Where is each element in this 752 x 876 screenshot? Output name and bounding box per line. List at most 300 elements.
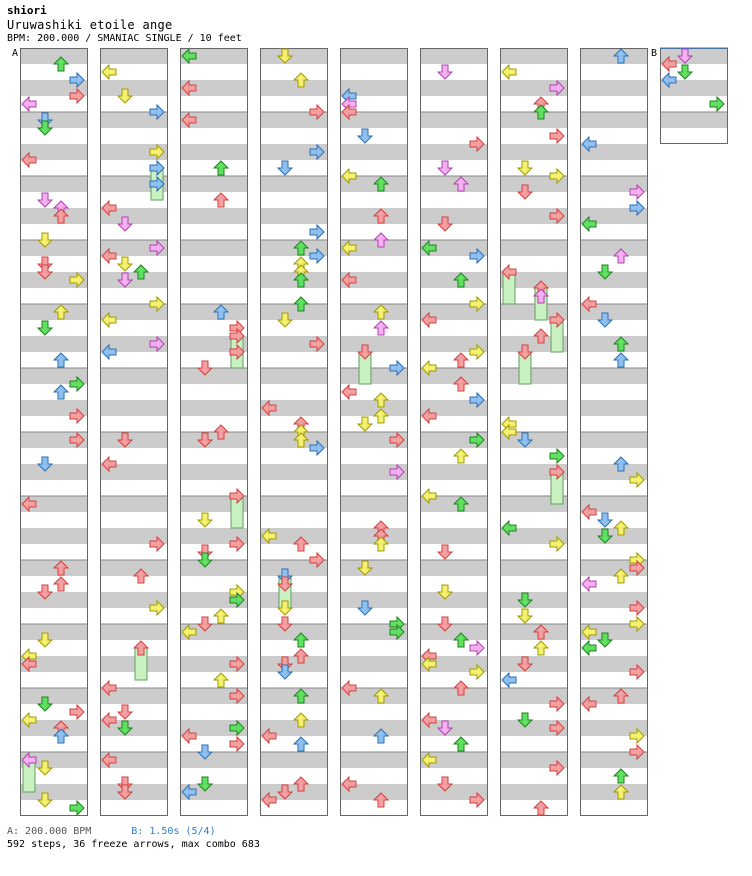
right-arrow [550,209,564,223]
left-arrow [422,361,436,375]
left-arrow [582,577,596,591]
down-arrow [438,65,452,79]
chart-column-7 [500,48,568,816]
up-arrow [454,497,468,511]
left-arrow [102,457,116,471]
right-arrow [70,801,84,815]
up-arrow [294,417,308,431]
left-arrow [182,785,196,799]
freeze-arrow [551,472,563,504]
left-arrow [22,649,36,663]
left-arrow [582,137,596,151]
left-arrow [102,713,116,727]
right-arrow [470,665,484,679]
down-arrow [438,545,452,559]
down-arrow [198,513,212,527]
down-arrow [438,721,452,735]
right-arrow [310,441,324,455]
down-arrow [38,321,52,335]
down-arrow [118,705,132,719]
up-arrow [614,785,628,799]
left-arrow [342,273,356,287]
up-arrow [54,385,68,399]
right-arrow [230,593,244,607]
freeze-arrow [551,320,563,352]
right-arrow [310,225,324,239]
down-arrow [278,785,292,799]
up-arrow [614,249,628,263]
left-arrow [502,673,516,687]
down-arrow [118,257,132,271]
left-arrow [262,401,276,415]
freeze-arrow [359,352,371,384]
right-arrow [310,553,324,567]
down-arrow [118,217,132,231]
down-arrow [518,609,532,623]
down-arrow [198,617,212,631]
left-arrow [502,265,516,279]
left-arrow [422,713,436,727]
freeze-arrow [503,272,515,304]
freeze-arrow [519,352,531,384]
left-arrow [342,385,356,399]
left-arrow [582,297,596,311]
marker-b: B [651,48,658,59]
author-name: shiori [7,4,47,17]
down-arrow [438,617,452,631]
chart-column-9 [660,48,728,144]
down-arrow [38,457,52,471]
up-arrow [534,97,548,111]
up-arrow [54,353,68,367]
up-arrow [294,297,308,311]
down-arrow [38,257,52,271]
right-arrow [230,537,244,551]
left-arrow [22,713,36,727]
left-arrow [342,777,356,791]
right-arrow [630,201,644,215]
up-arrow [214,425,228,439]
left-arrow [582,625,596,639]
left-arrow [22,97,36,111]
right-arrow [630,185,644,199]
up-arrow [454,633,468,647]
left-arrow [422,313,436,327]
left-arrow [102,681,116,695]
up-arrow [294,777,308,791]
up-arrow [54,721,68,735]
right-arrow [470,793,484,807]
right-arrow [470,641,484,655]
right-arrow [230,329,244,343]
right-arrow [70,377,84,391]
up-arrow [294,433,308,447]
up-arrow [614,49,628,63]
marker-a: A [12,48,19,59]
right-arrow [630,745,644,759]
right-arrow [150,145,164,159]
up-arrow [54,561,68,575]
chart-stats: 592 steps, 36 freeze arrows, max combo 683 [7,839,260,850]
down-arrow [598,529,612,543]
left-arrow [102,313,116,327]
up-arrow [134,569,148,583]
up-arrow [214,193,228,207]
right-arrow [550,721,564,735]
chart-column-6 [420,48,488,816]
up-arrow [294,425,308,439]
up-arrow [294,633,308,647]
down-arrow [198,553,212,567]
right-arrow [230,489,244,503]
right-arrow [550,537,564,551]
chart-column-2 [100,48,168,816]
down-arrow [358,601,372,615]
bpm-legend [7,825,747,838]
freeze-arrow [231,336,243,368]
up-arrow [294,737,308,751]
left-arrow [182,625,196,639]
left-arrow [422,409,436,423]
freeze-arrow [535,288,547,320]
down-arrow [118,433,132,447]
down-arrow [278,313,292,327]
up-arrow [614,457,628,471]
up-arrow [374,233,388,247]
up-arrow [294,273,308,287]
right-arrow [230,345,244,359]
down-arrow [358,129,372,143]
right-arrow [150,537,164,551]
right-arrow [550,129,564,143]
down-arrow [38,193,52,207]
down-arrow [38,121,52,135]
right-arrow [470,345,484,359]
down-arrow [38,633,52,647]
right-arrow [550,449,564,463]
up-arrow [294,537,308,551]
up-arrow [294,649,308,663]
up-arrow [614,353,628,367]
right-arrow [150,601,164,615]
down-arrow [678,49,692,63]
down-arrow [358,345,372,359]
left-arrow [502,65,516,79]
down-arrow [518,433,532,447]
right-arrow [70,73,84,87]
right-arrow [230,321,244,335]
up-arrow [614,689,628,703]
up-arrow [374,689,388,703]
right-arrow [550,313,564,327]
right-arrow [630,617,644,631]
up-arrow [54,305,68,319]
right-arrow [70,433,84,447]
down-arrow [38,793,52,807]
right-arrow [310,105,324,119]
up-arrow [294,73,308,87]
left-arrow [422,489,436,503]
chart-column-5 [340,48,408,816]
down-arrow [518,657,532,671]
right-arrow [390,361,404,375]
up-arrow [374,521,388,535]
right-arrow [70,89,84,103]
up-arrow [534,329,548,343]
stop-value: B: 1.50s (5/4) [131,826,216,837]
up-arrow [54,209,68,223]
down-arrow [198,361,212,375]
right-arrow [710,97,724,111]
up-arrow [614,521,628,535]
down-arrow [518,185,532,199]
right-arrow [310,145,324,159]
up-arrow [374,537,388,551]
down-arrow [278,161,292,175]
right-arrow [550,81,564,95]
down-arrow [278,601,292,615]
right-arrow [390,465,404,479]
right-arrow [150,177,164,191]
up-arrow [614,337,628,351]
down-arrow [198,433,212,447]
up-arrow [374,305,388,319]
right-arrow [630,665,644,679]
down-arrow [358,417,372,431]
up-arrow [294,265,308,279]
left-arrow [582,217,596,231]
down-arrow [518,161,532,175]
right-arrow [150,105,164,119]
up-arrow [214,673,228,687]
down-arrow [278,617,292,631]
right-arrow [630,473,644,487]
up-arrow [54,57,68,71]
left-arrow [582,697,596,711]
chart-column-8 [580,48,648,816]
right-arrow [310,249,324,263]
down-arrow [38,697,52,711]
left-arrow [262,529,276,543]
up-arrow [374,209,388,223]
down-arrow [198,545,212,559]
down-arrow [118,89,132,103]
left-arrow [582,505,596,519]
right-arrow [550,761,564,775]
left-arrow [262,793,276,807]
right-arrow [550,465,564,479]
up-arrow [214,161,228,175]
left-arrow [502,417,516,431]
up-arrow [294,241,308,255]
left-arrow [182,729,196,743]
down-arrow [38,233,52,247]
up-arrow [454,177,468,191]
freeze-arrow [231,496,243,528]
up-arrow [374,321,388,335]
down-arrow [118,777,132,791]
down-arrow [438,217,452,231]
left-arrow [342,89,356,103]
left-arrow [102,753,116,767]
right-arrow [470,249,484,263]
up-arrow [214,305,228,319]
right-arrow [230,585,244,599]
left-arrow [182,113,196,127]
up-arrow [374,529,388,543]
right-arrow [470,393,484,407]
right-arrow [230,721,244,735]
right-arrow [550,697,564,711]
down-arrow [518,713,532,727]
right-arrow [550,169,564,183]
up-arrow [54,729,68,743]
down-arrow [278,657,292,671]
down-arrow [118,785,132,799]
left-arrow [502,425,516,439]
chart-footer [7,825,747,852]
freeze-arrow [279,576,291,608]
up-arrow [54,201,68,215]
up-arrow [454,273,468,287]
down-arrow [358,561,372,575]
down-arrow [38,761,52,775]
right-arrow [390,617,404,631]
down-arrow [598,313,612,327]
left-arrow [342,241,356,255]
right-arrow [630,601,644,615]
freeze-arrow [151,168,163,200]
up-arrow [294,257,308,271]
down-arrow [278,49,292,63]
down-arrow [438,777,452,791]
chart-column-3 [180,48,248,816]
up-arrow [134,641,148,655]
left-arrow [422,649,436,663]
down-arrow [278,577,292,591]
right-arrow [150,297,164,311]
up-arrow [294,689,308,703]
right-arrow [630,729,644,743]
up-arrow [294,713,308,727]
right-arrow [470,433,484,447]
freeze-arrow [23,760,35,792]
right-arrow [390,625,404,639]
up-arrow [534,641,548,655]
left-arrow [102,345,116,359]
left-arrow [422,753,436,767]
left-arrow [22,753,36,767]
down-arrow [278,569,292,583]
up-arrow [534,281,548,295]
up-arrow [374,409,388,423]
right-arrow [470,137,484,151]
down-arrow [198,745,212,759]
left-arrow [342,97,356,111]
left-arrow [102,65,116,79]
chart-column-1 [20,48,88,816]
down-arrow [438,585,452,599]
left-arrow [102,201,116,215]
right-arrow [70,705,84,719]
bpm-value: A: 200.000 BPM [7,826,92,837]
left-arrow [422,241,436,255]
right-arrow [630,561,644,575]
right-arrow [470,297,484,311]
down-arrow [118,273,132,287]
left-arrow [22,657,36,671]
right-arrow [230,737,244,751]
left-arrow [262,729,276,743]
left-arrow [502,521,516,535]
down-arrow [678,65,692,79]
down-arrow [38,585,52,599]
left-arrow [182,81,196,95]
up-arrow [614,769,628,783]
right-arrow [150,337,164,351]
up-arrow [454,449,468,463]
up-arrow [454,681,468,695]
up-arrow [534,105,548,119]
up-arrow [614,569,628,583]
up-arrow [534,801,548,815]
up-arrow [374,729,388,743]
left-arrow [342,105,356,119]
left-arrow [22,153,36,167]
down-arrow [38,265,52,279]
left-arrow [182,49,196,63]
up-arrow [374,393,388,407]
left-arrow [102,249,116,263]
right-arrow [390,433,404,447]
left-arrow [662,57,676,71]
chart-meta: BPM: 200.000 / SMANIAC SINGLE / 10 feet [7,33,242,44]
right-arrow [70,409,84,423]
right-arrow [70,273,84,287]
left-arrow [22,497,36,511]
right-arrow [630,553,644,567]
up-arrow [54,577,68,591]
right-arrow [230,689,244,703]
left-arrow [662,73,676,87]
left-arrow [582,641,596,655]
up-arrow [374,177,388,191]
right-arrow [150,161,164,175]
up-arrow [534,625,548,639]
down-arrow [518,345,532,359]
down-arrow [438,161,452,175]
left-arrow [342,169,356,183]
up-arrow [454,737,468,751]
up-arrow [214,609,228,623]
right-arrow [310,337,324,351]
up-arrow [454,377,468,391]
left-arrow [422,657,436,671]
freeze-arrow [135,648,147,680]
down-arrow [118,721,132,735]
right-arrow [230,657,244,671]
up-arrow [134,265,148,279]
chart-header [7,4,747,44]
song-title: Uruwashiki etoile ange [7,18,173,32]
down-arrow [198,777,212,791]
up-arrow [454,353,468,367]
left-arrow [342,681,356,695]
down-arrow [38,113,52,127]
down-arrow [598,633,612,647]
up-arrow [534,289,548,303]
chart-column-4 [260,48,328,816]
